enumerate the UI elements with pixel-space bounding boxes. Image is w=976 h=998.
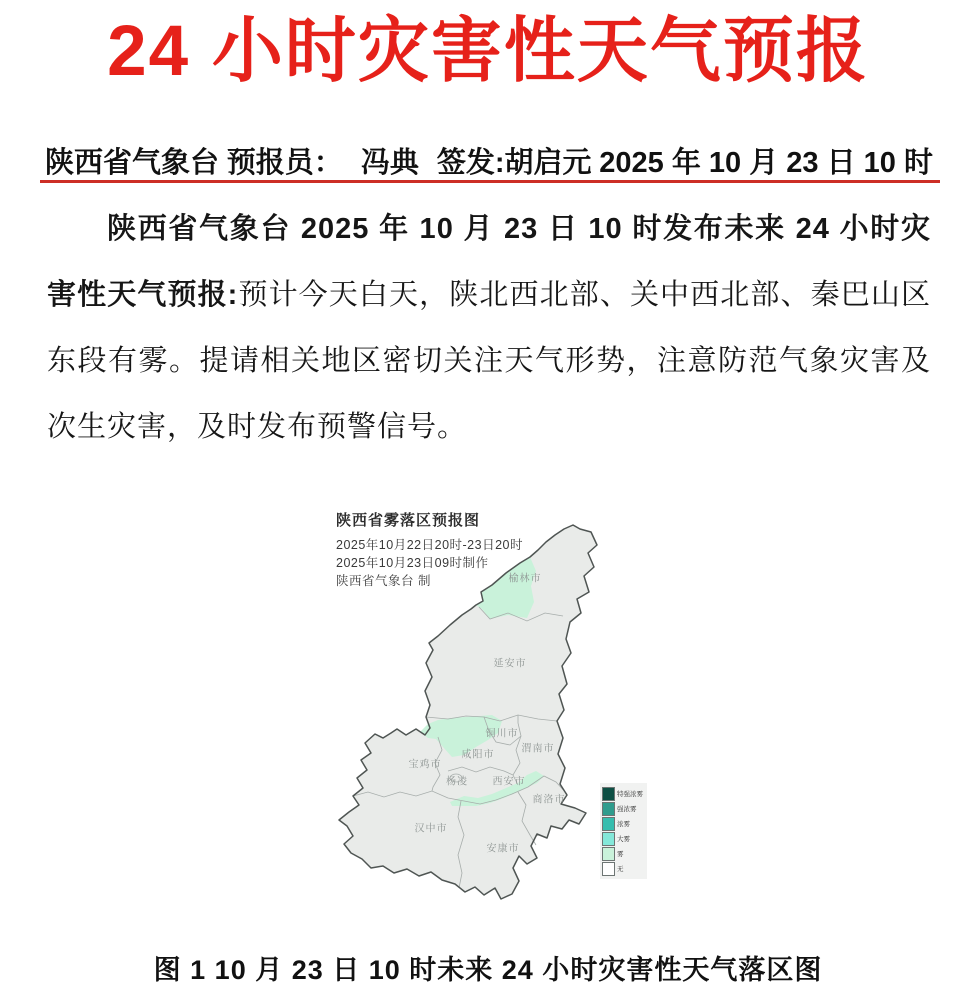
legend-swatch-heavy-fog xyxy=(602,832,615,846)
city-label-shangluo: 商洛市 xyxy=(532,794,566,806)
figure-caption: 图 1 10 月 23 日 10 时未来 24 小时灾害性天气落区图 xyxy=(153,955,823,985)
legend-row xyxy=(602,831,645,846)
red-divider-rule xyxy=(40,180,940,183)
legend-row xyxy=(602,846,645,861)
map-title: 陕西省雾落区预报图 xyxy=(336,512,481,529)
fog-forecast-map xyxy=(280,495,680,935)
legend-swatch-fog xyxy=(602,847,615,861)
city-label-xian: 西安市 xyxy=(492,776,526,788)
legend-label: 雾 xyxy=(617,851,624,858)
issue-meta-row xyxy=(45,140,933,181)
legend-swatch-dense-fog xyxy=(602,817,615,831)
issue-datetime: 2025 年 10 月 23 日 10 时 xyxy=(599,147,933,179)
map-producer: 陕西省气象台 制 xyxy=(336,574,431,588)
legend-row xyxy=(602,861,645,876)
map-legend xyxy=(600,783,647,879)
legend-swatch-none xyxy=(602,862,615,876)
city-label-ankang: 安康市 xyxy=(486,843,520,855)
city-label-weinan: 渭南市 xyxy=(521,743,555,755)
forecaster-label: 预报员： xyxy=(226,147,343,179)
forecast-lead-bold: 陕西省气象台 2025 年 10 月 23 日 10 时发布未来 24 小时灾害性天气预报: xyxy=(47,213,931,311)
map-header xyxy=(336,509,523,590)
legend-label: 强浓雾 xyxy=(617,806,637,813)
forecaster-name: 冯典 xyxy=(360,147,419,179)
forecast-paragraph xyxy=(47,196,931,460)
issuer-name: 胡启元 xyxy=(504,147,592,179)
legend-swatch-extreme-dense-fog xyxy=(602,787,615,801)
legend-row xyxy=(602,816,645,831)
legend-row xyxy=(602,801,645,816)
city-label-xianyang: 咸阳市 xyxy=(461,749,495,761)
forecaster-issuer-group xyxy=(227,140,592,181)
legend-label: 特强浓雾 xyxy=(617,791,643,798)
city-label-tongchuan: 铜川市 xyxy=(485,728,519,740)
legend-label: 无 xyxy=(617,866,624,873)
forecast-detail-text: 预计今天白天，陕北西北部、关中西北部、秦巴山区东段有雾。提请相关地区密切关注天气形势，注意防范气象灾害及次生灾害，及时发布预警信号。 xyxy=(47,279,931,443)
city-label-hanzhong: 汉中市 xyxy=(414,823,448,835)
legend-label: 浓雾 xyxy=(617,821,630,828)
station-name: 陕西省气象台 xyxy=(45,147,220,179)
city-label-baoji: 宝鸡市 xyxy=(408,759,442,771)
map-valid-period: 2025年10月22日20时-23日20时 xyxy=(336,538,523,552)
issuer-label: 签发: xyxy=(436,147,505,179)
legend-label: 大雾 xyxy=(617,836,630,843)
page-title: 24 小时灾害性天气预报 xyxy=(107,12,869,91)
legend-swatch-strong-dense-fog xyxy=(602,802,615,816)
city-label-yanan: 延安市 xyxy=(493,658,527,670)
city-label-yangling: 杨凌 xyxy=(446,776,468,788)
legend-row xyxy=(602,786,645,801)
map-made-time: 2025年10月23日09时制作 xyxy=(336,556,489,570)
city-label-yulin: 榆林市 xyxy=(508,573,542,585)
